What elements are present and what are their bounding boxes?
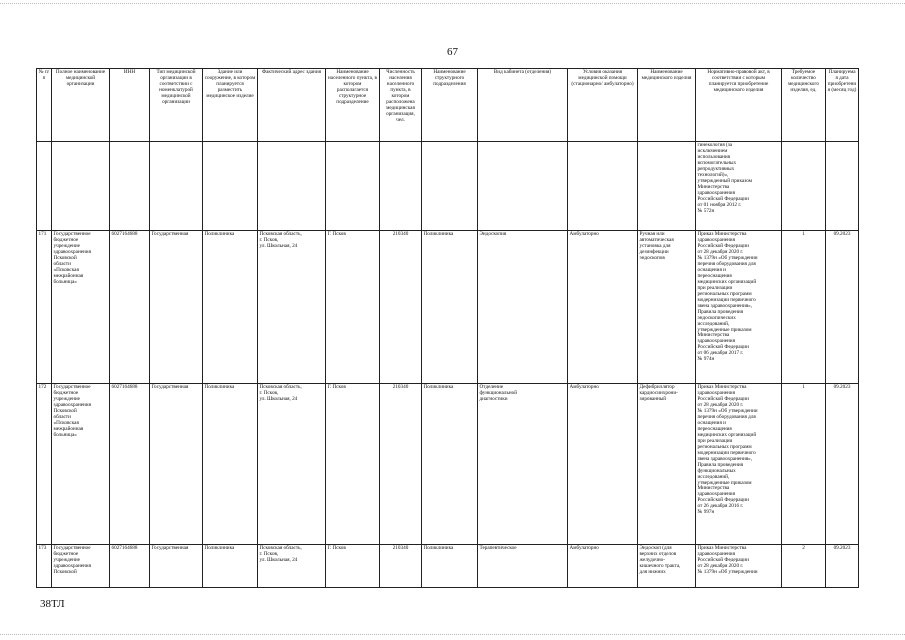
cell-org: Государственное бюджетное учреждение здравоохранения Псковской области «Псковская межрайонная больница» (52, 384, 110, 545)
table-row (37, 545, 859, 588)
cell-act: Приказ Министерства здравоохранения Российской Федерации от 28 декабря 2020 г. № 1379н «Об утверждении (696, 545, 782, 588)
cell-cabinet: Отделение функциональной диагностики (478, 384, 568, 545)
cell-subdivision: Поликлиника (422, 231, 478, 384)
sheet-code: 38ТЛ (40, 598, 65, 610)
header-date: Планируемая дата приобретения (месяц год) (826, 69, 859, 142)
cell-empty (110, 142, 150, 231)
cell-locality: Г. Псков (326, 231, 380, 384)
cell-num: 172 (37, 384, 52, 545)
cell-empty (52, 142, 110, 231)
cell-act: Приказ Министерства здравоохранения Российской Федерации от 28 декабря 2020 г. № 1379н «Об утверждении перечня оборудования для оснащения и переоснащения медицинских организаций при реализации региональных программ модернизации первичного звена здравоохранения», Правила проведения эндоскопических исследований, утвержденные приказом Министерства здравоохранения Российской Федерации от 06 декабря 2017 г. № 974н (696, 231, 782, 384)
cell-empty (203, 142, 258, 231)
cell-address: Псковская область, г. Псков, ул. Школьная, 24 (258, 545, 326, 588)
cell-empty (37, 142, 52, 231)
cell-date: 09.2023 (826, 545, 859, 588)
cell-inn: 6027164688 (110, 384, 150, 545)
cell-empty (326, 142, 380, 231)
cell-empty (826, 142, 859, 231)
cell-empty (380, 142, 422, 231)
cell-type: Государственная (150, 384, 203, 545)
page-number: 67 (447, 46, 458, 58)
scan-edge-bottom (0, 634, 905, 636)
cell-num: 171 (37, 231, 52, 384)
cell-type: Государственная (150, 231, 203, 384)
cell-population: 210340 (380, 231, 422, 384)
table-row (37, 384, 859, 545)
equipment-table (36, 68, 859, 588)
cell-org: Государственное бюджетное учреждение здравоохранения Псковской области «Псковская межрайонная больница» (52, 231, 110, 384)
header-building: Здание или сооружение, в котором планируется разместить медицинское изделие (203, 69, 258, 142)
header-address: Фактический адрес здания (258, 69, 326, 142)
header-population: Численность населения населенного пункта, в котором расположена медицинская организация, чел. (380, 69, 422, 142)
scan-edge-top (0, 3, 905, 5)
header-org: Полное наименование медицинской организации (52, 69, 110, 142)
cell-cabinet: Эндоскопия (478, 231, 568, 384)
cell-qty: 2 (782, 545, 826, 588)
header-num: № п/п (37, 69, 52, 142)
cell-locality: Г. Псков (326, 384, 380, 545)
header-type: Тип медицинской организации в соответствии с номенклатурой медицинской организации (150, 69, 203, 142)
cell-device: Ручная или автоматическая установка для дезинфекции эндоскопов (638, 231, 696, 384)
header-device: Наименование медицинского изделия (638, 69, 696, 142)
cell-date: 09.2023 (826, 231, 859, 384)
cell-org: Государственное бюджетное учреждение здравоохранения Псковской (52, 545, 110, 588)
cell-population: 210340 (380, 545, 422, 588)
cell-date: 09.2023 (826, 384, 859, 545)
cell-locality: Г. Псков (326, 545, 380, 588)
cell-act: Приказ Министерства здравоохранения Российской Федерации от 28 декабря 2020 г. № 1379н «Об утверждении перечня оборудования для оснащения и переоснащения медицинских организаций при реализации региональных программ модернизации первичного звена здравоохранения», Правила проведения функциональных исследований, утвержденные приказом Министерства здравоохранения Российской Федерации от 26 декабря 2016 г. № 997н (696, 384, 782, 545)
header-act: Нормативно-правовой акт, в соответствии с которым планируется приобретение медицинского изделия (696, 69, 782, 142)
cell-qty: 1 (782, 384, 826, 545)
cell-empty (150, 142, 203, 231)
cell-empty (258, 142, 326, 231)
cell-building: Поликлиника (203, 545, 258, 588)
cell-inn: 6027164688 (110, 231, 150, 384)
table-row-continuation (37, 142, 859, 231)
cell-conditions: Амбулаторно (568, 231, 638, 384)
cell-empty (568, 142, 638, 231)
cell-conditions: Амбулаторно (568, 545, 638, 588)
cell-empty (638, 142, 696, 231)
header-locality: Наименование населенного пункта, в котором располагается структурное подразделение (326, 69, 380, 142)
cell-subdivision: Поликлиника (422, 384, 478, 545)
cell-empty (478, 142, 568, 231)
cell-empty (422, 142, 478, 231)
cell-type: Государственная (150, 545, 203, 588)
header-qty: Требуемое количество медицинского изделия, ед. (782, 69, 826, 142)
cell-qty: 1 (782, 231, 826, 384)
table-header-row (37, 69, 859, 142)
cell-building: Поликлиника (203, 231, 258, 384)
table-row (37, 231, 859, 384)
cell-device: Дефибриллятор кардиосинхрони- зированный (638, 384, 696, 545)
header-inn: ИНН (110, 69, 150, 142)
cell-population: 210340 (380, 384, 422, 545)
header-subdivision: Наименование структурного подразделения (422, 69, 478, 142)
cell-num: 173 (37, 545, 52, 588)
cell-empty (782, 142, 826, 231)
cell-address: Псковская область, г. Псков, ул. Школьная, 24 (258, 384, 326, 545)
cell-inn: 6027164688 (110, 545, 150, 588)
cell-subdivision: Поликлиника (422, 545, 478, 588)
cell-cabinet: Терапевтическое (478, 545, 568, 588)
cell-address: Псковская область, г. Псков, ул. Школьная, 24 (258, 231, 326, 384)
cell-act: гинекология (за исключением использования вспомогательных репродуктивных технологий)», утвержденный приказом Министерства здравоохранения Российской Федерации от 01 ноября 2012 г. № 572н (696, 142, 782, 231)
header-conditions: Условия оказания медицинской помощи (стационарно/ амбулаторно) (568, 69, 638, 142)
header-cabinet: Вид кабинета (отделения) (478, 69, 568, 142)
cell-conditions: Амбулаторно (568, 384, 638, 545)
cell-building: Поликлиника (203, 384, 258, 545)
cell-device: Эндоскоп (для верхних отделов желудочно- кишечного тракта, для нижних (638, 545, 696, 588)
